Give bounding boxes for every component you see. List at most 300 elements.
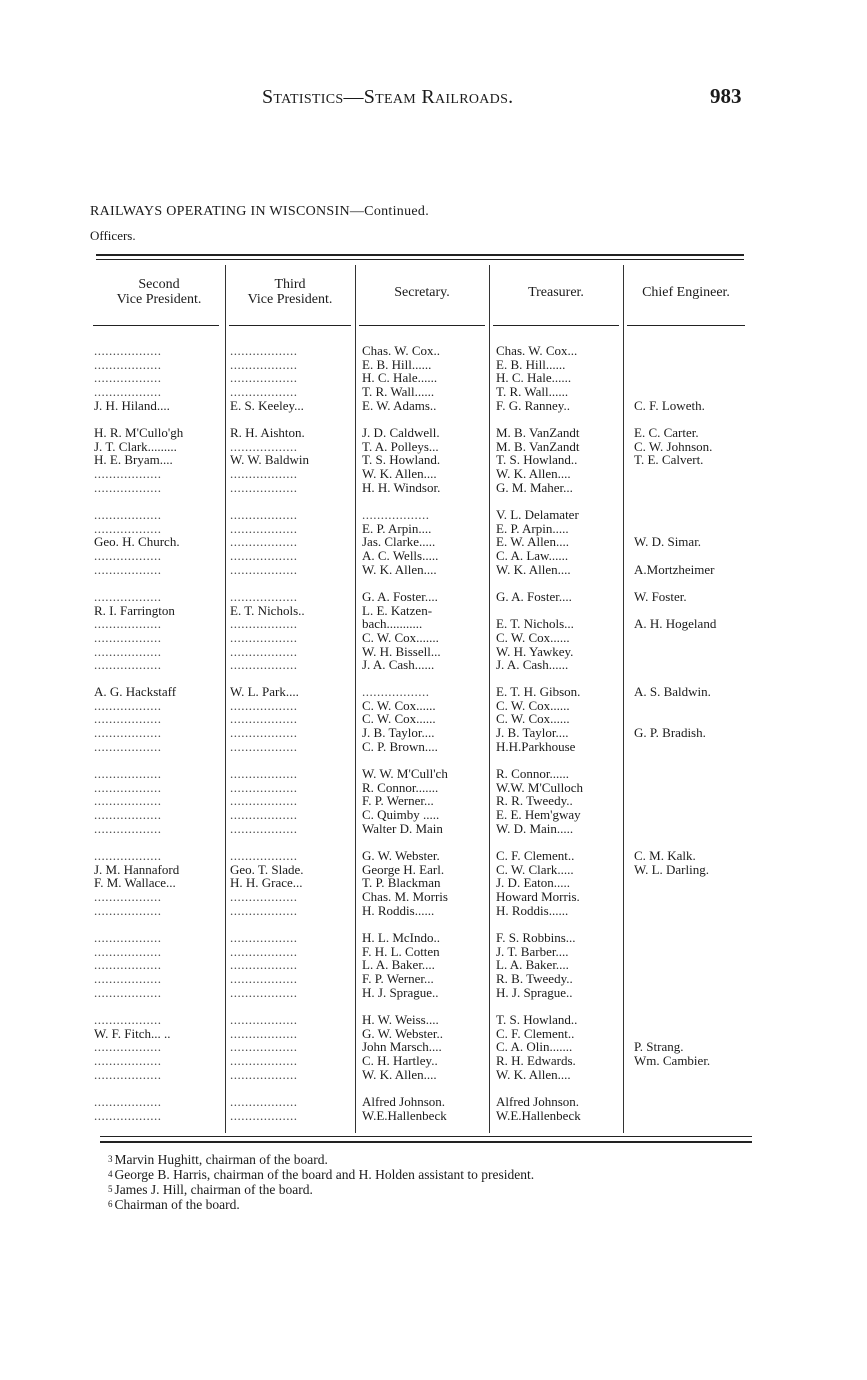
leader-dots: .................. xyxy=(94,820,162,836)
officer-name: R. H. Aishton. xyxy=(230,425,305,440)
cell-third-vp xyxy=(230,590,305,672)
officer-name: E. E. Hem'gway xyxy=(496,807,581,823)
cell-secretary xyxy=(362,426,440,494)
cell-second-vp xyxy=(94,1013,171,1081)
leader-dots: .................. xyxy=(230,548,298,564)
officer-name: T. R. Wall...... xyxy=(496,384,569,400)
officer-name xyxy=(634,1027,710,1041)
leader-dots: .................. xyxy=(94,384,162,400)
officer-name: John Marsch.... xyxy=(362,1039,442,1055)
officer-name xyxy=(634,549,715,563)
officer-name: T. E. Calvert. xyxy=(634,452,704,468)
bottom-rule xyxy=(100,1136,752,1137)
leader-dots: .................. xyxy=(94,643,162,659)
cell-treasurer xyxy=(496,1095,581,1122)
cell-secretary xyxy=(362,590,441,672)
leader-dots: .................. xyxy=(94,902,162,918)
leader-dots: .................. xyxy=(94,479,162,495)
officer-name: P. Strang. xyxy=(634,1039,684,1055)
leader-dots: .................. xyxy=(230,984,298,1000)
cell-treasurer xyxy=(496,590,574,672)
officer-name: T. P. Blackman xyxy=(362,875,441,891)
officer-name: L. A. Baker.... xyxy=(362,957,435,973)
officer-name: C. W. Clark..... xyxy=(496,861,574,877)
officer-name: C. F. Clement.. xyxy=(496,1025,575,1041)
officer-name: C. W. Cox...... xyxy=(362,711,436,727)
footnote: $^3$ Marvin Hughitt, chairman of the board. xyxy=(108,1152,328,1167)
officer-name: E. P. Arpin..... xyxy=(496,520,569,536)
cell-third-vp xyxy=(230,344,304,412)
officer-name xyxy=(634,658,716,672)
column-divider xyxy=(489,265,490,1133)
officer-name: F. H. L. Cotten xyxy=(362,943,440,959)
officer-name xyxy=(634,371,705,385)
officer-name: F. P. Werner... xyxy=(362,971,434,987)
officer-name: C. Quimby ..... xyxy=(362,807,440,823)
footnote: $^6$ Chairman of the board. xyxy=(108,1197,240,1212)
officer-name: H. W. Weiss.... xyxy=(362,1012,439,1027)
officer-name: E. S. Keeley... xyxy=(230,397,304,413)
officer-name xyxy=(634,631,716,645)
cell-treasurer xyxy=(496,344,577,412)
officer-name: V. L. Delamater xyxy=(496,507,579,522)
officer-name: E. B. Hill...... xyxy=(362,356,432,372)
section-subtitle: Officers. xyxy=(90,228,136,243)
leader-dots: .................. xyxy=(230,520,298,536)
leader-dots: .................. xyxy=(94,793,162,809)
leader-dots: .................. xyxy=(230,793,298,809)
cell-second-vp xyxy=(94,344,170,412)
officer-name: G. W. Webster.. xyxy=(362,1025,444,1041)
officer-name: E. B. Hill...... xyxy=(496,356,566,372)
officer-name: R. R. Tweedy.. xyxy=(496,793,573,809)
leader-dots: .................. xyxy=(362,684,430,699)
officer-name: L. E. Katzen- xyxy=(362,602,433,618)
leader-dots: .................. xyxy=(230,384,298,400)
officer-name: H. L. McIndo.. xyxy=(362,930,440,945)
officer-name: R. H. Edwards. xyxy=(496,1053,576,1069)
cell-second-vp xyxy=(94,590,175,672)
officer-name: Alfred Johnson. xyxy=(496,1094,580,1109)
leader-dots: .................. xyxy=(94,697,162,713)
officer-name: T. A. Polleys... xyxy=(362,438,439,454)
officer-name: J. B. Taylor.... xyxy=(496,725,569,741)
officer-name: George H. Earl. xyxy=(362,861,445,877)
leader-dots: .................. xyxy=(230,848,298,863)
cell-third-vp xyxy=(230,931,298,999)
officer-name xyxy=(634,1013,710,1027)
cell-chief-engineer xyxy=(634,344,705,412)
leader-dots: .................. xyxy=(230,902,298,918)
officer-name: T. S. Howland. xyxy=(362,452,441,468)
officer-name: W.E.Hallenbeck xyxy=(362,1107,447,1123)
cell-third-vp xyxy=(230,426,309,494)
officer-name: Geo. H. Church. xyxy=(94,534,180,550)
officer-name xyxy=(634,1068,710,1082)
officer-name: C. W. Cox...... xyxy=(496,711,570,727)
leader-dots: .................. xyxy=(230,589,298,604)
cell-third-vp xyxy=(230,508,298,576)
officer-name: Howard Morris. xyxy=(496,889,580,905)
cell-third-vp xyxy=(230,685,299,753)
leader-dots: .................. xyxy=(94,807,162,823)
leader-dots: .................. xyxy=(94,616,162,632)
officer-name: A. S. Baldwin. xyxy=(634,684,711,699)
leader-dots: .................. xyxy=(230,807,298,823)
officer-name xyxy=(496,604,574,618)
officer-name: E. W. Adams.. xyxy=(362,397,437,413)
leader-dots: .................. xyxy=(230,370,298,386)
cell-secretary xyxy=(362,1095,447,1122)
leader-dots: .................. xyxy=(94,657,162,673)
leader-dots: .................. xyxy=(94,738,162,754)
officer-name: Geo. T. Slade. xyxy=(230,861,304,877)
officer-name: J. T. Clark......... xyxy=(94,438,177,454)
column-header-third-vp: Third Vice President. xyxy=(247,277,333,307)
officer-name: W. K. Allen.... xyxy=(362,1066,437,1082)
leader-dots: .................. xyxy=(230,438,298,454)
officer-name: E. C. Carter. xyxy=(634,425,699,440)
officer-name: T. S. Howland.. xyxy=(496,1012,578,1027)
leader-dots: .................. xyxy=(230,779,298,795)
officer-name: W. K. Allen.... xyxy=(496,1066,571,1082)
cell-secretary xyxy=(362,508,438,576)
leader-dots: .................. xyxy=(230,738,298,754)
column-header-secretary: Secretary. xyxy=(394,285,450,300)
cell-chief-engineer xyxy=(634,1013,710,1081)
leader-dots: .................. xyxy=(230,971,298,987)
officer-name: W. Foster. xyxy=(634,589,687,604)
leader-dots: .................. xyxy=(230,507,298,522)
officer-name xyxy=(634,904,709,918)
column-header-chief-engineer: Chief Engineer. xyxy=(642,285,730,300)
leader-dots: .................. xyxy=(94,984,162,1000)
officer-name: E. T. Nichols... xyxy=(496,616,574,632)
officer-name: R. I. Farrington xyxy=(94,602,175,618)
officer-name: W. H. Yawkey. xyxy=(496,643,574,659)
leader-dots: .................. xyxy=(230,630,298,646)
officer-name: F. S. Robbins... xyxy=(496,930,576,945)
officer-name: E. T. Nichols.. xyxy=(230,602,305,618)
leader-dots: .................. xyxy=(230,943,298,959)
top-rule xyxy=(96,254,744,256)
officer-name: E. T. H. Gibson. xyxy=(496,684,581,699)
cell-secretary xyxy=(362,685,438,753)
officer-name: W.W. M'Culloch xyxy=(496,779,583,795)
officer-name xyxy=(634,645,716,659)
cell-chief-engineer xyxy=(634,849,709,917)
leader-dots: .................. xyxy=(94,930,162,945)
leader-dots: .................. xyxy=(94,1053,162,1069)
leader-dots: .................. xyxy=(94,766,162,781)
leader-dots: .................. xyxy=(94,1039,162,1055)
officer-name: W. K. Allen.... xyxy=(362,466,437,482)
officer-name: H. Roddis...... xyxy=(496,902,569,918)
officer-name: H. C. Hale...... xyxy=(496,370,572,386)
footnote: $^5$ James J. Hill, chairman of the board. xyxy=(108,1182,313,1197)
cell-secretary xyxy=(362,767,448,835)
officer-name: F. G. Ranney.. xyxy=(496,397,570,413)
officer-name: Walter D. Main xyxy=(362,820,443,836)
leader-dots: .................. xyxy=(94,589,162,604)
cell-chief-engineer xyxy=(634,590,716,672)
cell-second-vp xyxy=(94,426,183,494)
officer-name: H. J. Sprague.. xyxy=(362,984,439,1000)
officer-name: H.H.Parkhouse xyxy=(496,738,576,754)
officer-name: T. S. Howland.. xyxy=(496,452,578,468)
officer-name: W. K. Allen.... xyxy=(496,466,571,482)
officer-name xyxy=(634,890,709,904)
leader-dots: .................. xyxy=(94,711,162,727)
officer-name: G. P. Bradish. xyxy=(634,725,706,741)
officer-name: C. W. Cox...... xyxy=(362,697,436,713)
leader-dots: .................. xyxy=(94,848,162,863)
leader-dots: .................. xyxy=(230,1094,298,1109)
officer-name: H. H. Grace... xyxy=(230,875,303,891)
leader-dots: .................. xyxy=(94,561,162,577)
officer-name: Chas. W. Cox.. xyxy=(362,343,441,358)
officer-name: A. H. Hogeland xyxy=(634,616,717,632)
officer-name: C. W. Cox....... xyxy=(362,630,439,646)
officer-name: C. P. Brown.... xyxy=(362,738,438,754)
leader-dots: .................. xyxy=(94,971,162,987)
officer-name xyxy=(634,699,711,713)
officer-name: A. G. Hackstaff xyxy=(94,684,177,699)
leader-dots: .................. xyxy=(94,889,162,905)
officer-name: C. A. Law...... xyxy=(496,548,569,564)
leader-dots: .................. xyxy=(230,930,298,945)
leader-dots: .................. xyxy=(94,630,162,646)
cell-secretary xyxy=(362,1013,443,1081)
officer-name xyxy=(634,481,712,495)
officer-name: C. H. Hartley.. xyxy=(362,1053,438,1069)
header-rule xyxy=(493,325,619,326)
officer-name: H. J. Sprague.. xyxy=(496,984,573,1000)
officer-name: L. A. Baker.... xyxy=(496,957,569,973)
officer-name: A. C. Wells..... xyxy=(362,548,439,564)
officer-name: G. M. Maher... xyxy=(496,479,573,495)
footnotes xyxy=(108,1152,534,1212)
officer-name: F. M. Wallace... xyxy=(94,875,176,891)
officer-name: J. H. Hiland.... xyxy=(94,397,170,413)
officer-name: F. P. Werner... xyxy=(362,793,434,809)
officer-name: C. F. Loweth. xyxy=(634,397,705,413)
officer-name: R. B. Tweedy.. xyxy=(496,971,573,987)
officer-name: G. A. Foster.... xyxy=(362,589,438,604)
leader-dots: .................. xyxy=(230,1039,298,1055)
officer-name xyxy=(634,712,711,726)
cell-second-vp xyxy=(94,931,162,999)
header-rule xyxy=(627,325,745,326)
officer-name: Chas. M. Morris xyxy=(362,889,448,905)
cell-second-vp xyxy=(94,685,176,753)
leader-dots: .................. xyxy=(230,889,298,905)
officer-name: W. W. M'Cull'ch xyxy=(362,766,448,781)
officer-name: Chas. W. Cox... xyxy=(496,343,578,358)
leader-dots: .................. xyxy=(230,356,298,372)
officer-name: H. Roddis...... xyxy=(362,902,435,918)
cell-treasurer xyxy=(496,931,576,999)
cell-chief-engineer xyxy=(634,508,715,576)
cell-chief-engineer xyxy=(634,685,711,753)
header-rule xyxy=(229,325,351,326)
leader-dots: .................. xyxy=(94,943,162,959)
cell-third-vp xyxy=(230,767,298,835)
leader-dots: .................. xyxy=(94,507,162,522)
officer-name: C. A. Olin....... xyxy=(496,1039,573,1055)
officer-name: E. W. Allen.... xyxy=(496,534,569,550)
officer-name: R. Connor....... xyxy=(362,779,439,795)
cell-second-vp xyxy=(94,1095,162,1122)
column-divider xyxy=(225,265,226,1133)
header-rule xyxy=(359,325,485,326)
officer-name: C. F. Clement.. xyxy=(496,848,575,863)
leader-dots: .................. xyxy=(230,820,298,836)
officer-name: J. B. Taylor.... xyxy=(362,725,435,741)
officer-name: J. T. Barber.... xyxy=(496,943,569,959)
leader-dots: .................. xyxy=(94,520,162,536)
officer-name: Wm. Cambier. xyxy=(634,1053,711,1069)
officer-name: R. Connor...... xyxy=(496,766,569,781)
cell-secretary xyxy=(362,344,440,412)
leader-dots: .................. xyxy=(230,1107,298,1123)
officer-name: Alfred Johnson. xyxy=(362,1094,446,1109)
cell-treasurer xyxy=(496,1013,577,1081)
leader-dots: .................. xyxy=(94,466,162,482)
officer-name: W. H. Bissell... xyxy=(362,643,441,659)
officer-name: bach........... xyxy=(362,616,423,632)
leader-dots: .................. xyxy=(94,370,162,386)
page-number: 983 xyxy=(710,84,742,108)
officer-name: W. D. Main..... xyxy=(496,820,574,836)
officer-name xyxy=(634,740,711,754)
officer-name xyxy=(634,467,712,481)
officer-name: C. M. Kalk. xyxy=(634,848,696,863)
leader-dots: .................. xyxy=(230,616,298,632)
officer-name: J. D. Caldwell. xyxy=(362,425,440,440)
leader-dots: .................. xyxy=(94,1066,162,1082)
cell-secretary xyxy=(362,849,448,917)
section-title: RAILWAYS OPERATING IN WISCONSIN—Continued. xyxy=(90,204,430,219)
page-title: Statistics—Steam Railroads. xyxy=(262,86,514,108)
cell-treasurer xyxy=(496,685,580,753)
cell-second-vp xyxy=(94,849,179,917)
leader-dots: .................. xyxy=(230,657,298,673)
officer-name: E. P. Arpin.... xyxy=(362,520,432,536)
officer-name: M. B. VanZandt xyxy=(496,425,580,440)
officer-name: W. K. Allen.... xyxy=(496,561,571,577)
officer-name xyxy=(634,876,709,890)
officer-name: J. A. Cash...... xyxy=(496,657,569,673)
footnote: $^4$ George B. Harris, chairman of the board and H. Holden assistant to president. xyxy=(108,1167,535,1182)
cell-treasurer xyxy=(496,426,580,494)
cell-second-vp xyxy=(94,767,162,835)
cell-third-vp xyxy=(230,849,304,917)
leader-dots: .................. xyxy=(230,343,298,358)
officer-name: W. W. Baldwin xyxy=(230,452,309,468)
officer-name: J. M. Hannaford xyxy=(94,861,180,877)
header-rule xyxy=(93,325,219,326)
officer-name: H. C. Hale...... xyxy=(362,370,438,386)
officer-name: G. W. Webster. xyxy=(362,848,440,863)
cell-secretary xyxy=(362,931,440,999)
leader-dots: .................. xyxy=(94,1012,162,1027)
officer-name: W.E.Hallenbeck xyxy=(496,1107,581,1123)
leader-dots: .................. xyxy=(230,1066,298,1082)
officer-name: C. W. Johnson. xyxy=(634,438,713,454)
officer-name: W. K. Allen.... xyxy=(362,561,437,577)
officer-name: W. D. Simar. xyxy=(634,534,702,550)
cell-treasurer xyxy=(496,767,583,835)
leader-dots: .................. xyxy=(94,1107,162,1123)
column-divider xyxy=(355,265,356,1133)
column-header-treasurer: Treasurer. xyxy=(528,285,584,300)
officer-name: W. L. Park.... xyxy=(230,684,299,699)
cell-third-vp xyxy=(230,1095,298,1122)
cell-treasurer xyxy=(496,508,579,576)
leader-dots: .................. xyxy=(230,561,298,577)
column-header-second-vp: Second Vice President. xyxy=(116,277,202,307)
leader-dots: .................. xyxy=(230,1025,298,1041)
leader-dots: .................. xyxy=(230,479,298,495)
officer-name xyxy=(634,522,715,536)
officer-name xyxy=(634,358,705,372)
officer-name: M. B. VanZandt xyxy=(496,438,580,454)
leader-dots: .................. xyxy=(230,711,298,727)
officer-name: H. H. Windsor. xyxy=(362,479,441,495)
cell-third-vp xyxy=(230,1013,298,1081)
leader-dots: .................. xyxy=(230,957,298,973)
leader-dots: .................. xyxy=(94,779,162,795)
top-rule-inner xyxy=(96,259,744,260)
leader-dots: .................. xyxy=(94,957,162,973)
officer-name: Jas. Clarke..... xyxy=(362,534,436,550)
leader-dots: .................. xyxy=(230,1053,298,1069)
officer-name: J. D. Eaton..... xyxy=(496,875,571,891)
officer-name: C. W. Cox...... xyxy=(496,697,570,713)
officer-name: G. A. Foster.... xyxy=(496,589,572,604)
cell-second-vp xyxy=(94,508,180,576)
leader-dots: .................. xyxy=(230,725,298,741)
officer-name xyxy=(634,344,705,358)
officer-name: A.Mortzheimer xyxy=(634,561,715,577)
cell-chief-engineer xyxy=(634,426,712,494)
officer-name: J. A. Cash...... xyxy=(362,657,435,673)
officer-name: H. R. M'Cullo'gh xyxy=(94,425,184,440)
leader-dots: .................. xyxy=(94,1094,162,1109)
leader-dots: .................. xyxy=(230,766,298,781)
officer-name xyxy=(634,508,715,522)
bottom-rule-inner xyxy=(100,1141,752,1143)
leader-dots: .................. xyxy=(230,534,298,550)
leader-dots: .................. xyxy=(230,697,298,713)
officer-name: H. E. Bryam.... xyxy=(94,452,173,468)
officer-name: T. R. Wall...... xyxy=(362,384,435,400)
leader-dots: .................. xyxy=(94,356,162,372)
leader-dots: .................. xyxy=(94,343,162,358)
officer-name: W. L. Darling. xyxy=(634,861,709,877)
leader-dots: .................. xyxy=(362,507,430,522)
leader-dots: .................. xyxy=(230,466,298,482)
column-divider xyxy=(623,265,624,1133)
leader-dots: .................. xyxy=(94,548,162,564)
officer-name xyxy=(634,604,716,618)
officer-name xyxy=(634,385,705,399)
officer-name: W. F. Fitch... .. xyxy=(94,1025,171,1041)
cell-treasurer xyxy=(496,849,580,917)
leader-dots: .................. xyxy=(230,643,298,659)
leader-dots: .................. xyxy=(94,725,162,741)
